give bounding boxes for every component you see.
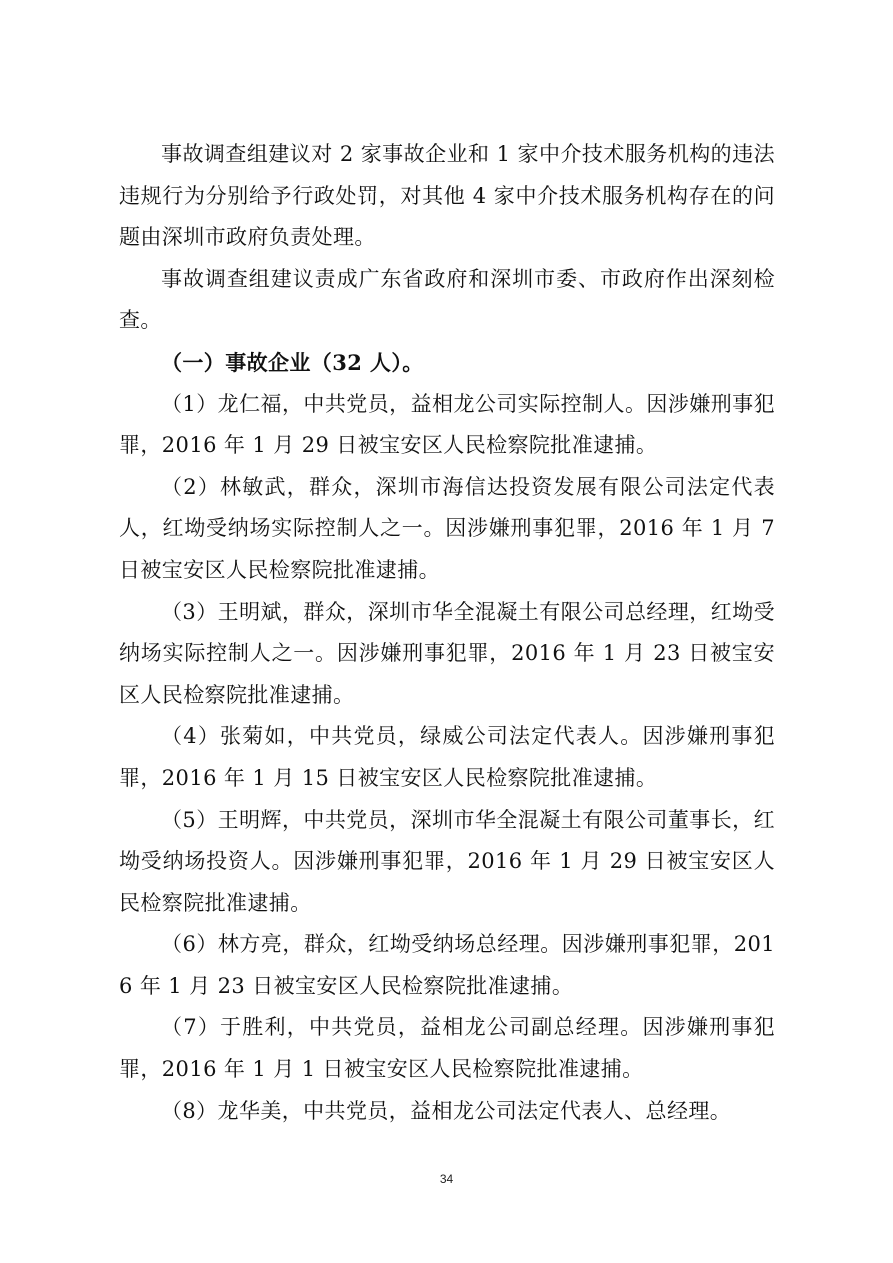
- paragraph-person-3: （3）王明斌，群众，深圳市华全混凝土有限公司总经理，红坳受纳场实际控制人之一。因涉嫌刑事犯罪，2016 年 1 月 23 日被宝安区人民检察院批准逮捕。: [119, 599, 775, 707]
- page-number: 34: [439, 1172, 454, 1186]
- paragraph-person-1: （1）龙仁福，中共党员，益相龙公司实际控制人。因涉嫌刑事犯罪，2016 年 1 月 29 日被宝安区人民检察院批准逮捕。: [119, 391, 775, 458]
- page-body: [119, 134, 775, 1132]
- paragraph-person-6: （6）林方亮，群众，红坳受纳场总经理。因涉嫌刑事犯罪，2016 年 1 月 23 日被宝安区人民检察院批准逮捕。: [119, 932, 775, 998]
- section-heading-accident-enterprises: （一）事故企业（32 人）。: [161, 349, 424, 375]
- paragraph-person-7: （7）于胜利，中共党员，益相龙公司副总经理。因涉嫌刑事犯罪，2016 年 1 月 1 日被宝安区人民检察院批准逮捕。: [119, 1015, 775, 1082]
- paragraph-person-2: （2）林敏武，群众，深圳市海信达投资发展有限公司法定代表人，红坳受纳场实际控制人之一。因涉嫌刑事犯罪，2016 年 1 月 7 日被宝安区人民检察院批准逮捕。: [119, 474, 775, 582]
- paragraph-person-5: （5）王明辉，中共党员，深圳市华全混凝土有限公司董事长，红坳受纳场投资人。因涉嫌刑事犯罪，2016 年 1 月 29 日被宝安区人民检察院批准逮捕。: [119, 807, 775, 915]
- paragraph-person-8: （8）龙华美，中共党员，益相龙公司法定代表人、总经理。: [161, 1098, 732, 1123]
- paragraph-self-examination: 事故调查组建议责成广东省政府和深圳市委、市政府作出深刻检查。: [119, 266, 775, 333]
- paragraph-person-4: （4）张菊如，中共党员，绿威公司法定代表人。因涉嫌刑事犯罪，2016 年 1 月 15 日被宝安区人民检察院批准逮捕。: [119, 724, 775, 790]
- paragraph-penalty-recommendation: 事故调查组建议对 2 家事故企业和 1 家中介技术服务机构的违法违规行为分别给予行政处罚，对其他 4 家中介技术服务机构存在的问题由深圳市政府负责处理。: [119, 142, 775, 250]
